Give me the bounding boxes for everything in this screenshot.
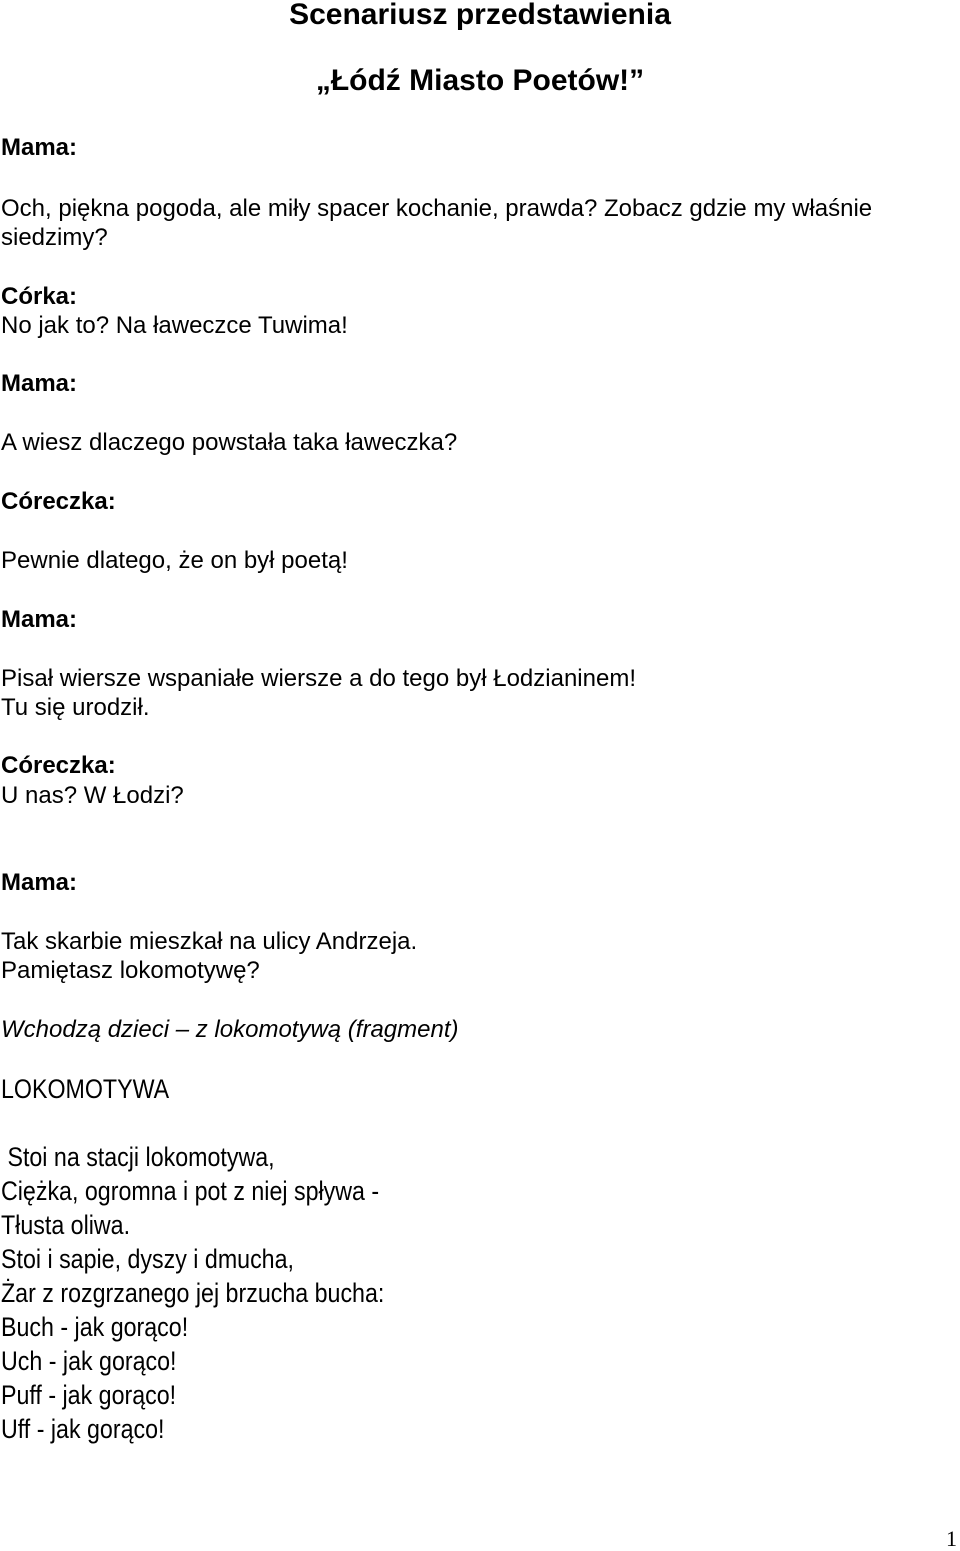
page-title: Scenariusz przedstawienia bbox=[289, 0, 671, 31]
dialogue-line: U nas? W Łodzi? bbox=[1, 782, 184, 809]
speaker-label: Córka: bbox=[1, 283, 78, 310]
poem-line: Puff - jak gorąco! bbox=[1, 1380, 177, 1410]
dialogue-line: Pisał wiersze wspaniałe wiersze a do tego był Łodzianinem! bbox=[1, 665, 636, 692]
dialogue-line: Tu się urodził. bbox=[1, 694, 150, 721]
page-number: 1 bbox=[946, 1526, 957, 1551]
speaker-label: Mama: bbox=[1, 869, 78, 896]
poem-line: Żar z rozgrzanego jej brzucha bucha: bbox=[1, 1278, 385, 1308]
poem-line: Stoi i sapie, dyszy i dmucha, bbox=[1, 1244, 294, 1274]
dialogue-line: Tak skarbie mieszkał na ulicy Andrzeja. bbox=[1, 928, 418, 955]
dialogue-line: Och, piękna pogoda, ale miły spacer kochanie, prawda? Zobacz gdzie my właśnie bbox=[1, 195, 873, 222]
poem-line: Ciężka, ogromna i pot z niej spływa - bbox=[1, 1176, 380, 1206]
poem-line: Uch - jak gorąco! bbox=[1, 1346, 177, 1376]
speaker-label: Mama: bbox=[1, 606, 78, 633]
dialogue-line: Pewnie dlatego, że on był poetą! bbox=[1, 547, 348, 574]
dialogue-line: No jak to? Na ławeczce Tuwima! bbox=[1, 312, 348, 339]
poem-line: Tłusta oliwa. bbox=[1, 1210, 131, 1240]
dialogue-line: Pamiętasz lokomotywę? bbox=[1, 957, 260, 984]
poem-line: Stoi na stacji lokomotywa, bbox=[1, 1142, 275, 1172]
speaker-label: Mama: bbox=[1, 134, 78, 161]
stage-direction: Wchodzą dzieci – z lokomotywą (fragment) bbox=[1, 1016, 459, 1043]
speaker-label: Mama: bbox=[1, 370, 78, 397]
dialogue-line: siedzimy? bbox=[1, 224, 108, 251]
speaker-label: Córeczka: bbox=[1, 752, 116, 779]
poem-line: Uff - jak gorąco! bbox=[1, 1414, 165, 1444]
poem-line: Buch - jak gorąco! bbox=[1, 1312, 189, 1342]
speaker-label: Córeczka: bbox=[1, 488, 116, 515]
dialogue-line: A wiesz dlaczego powstała taka ławeczka? bbox=[1, 429, 458, 456]
play-subtitle: „Łódź Miasto Poetów!” bbox=[315, 64, 645, 97]
poem-body bbox=[1, 1140, 384, 1446]
poem-title: LOKOMOTYWA bbox=[1, 1074, 170, 1104]
